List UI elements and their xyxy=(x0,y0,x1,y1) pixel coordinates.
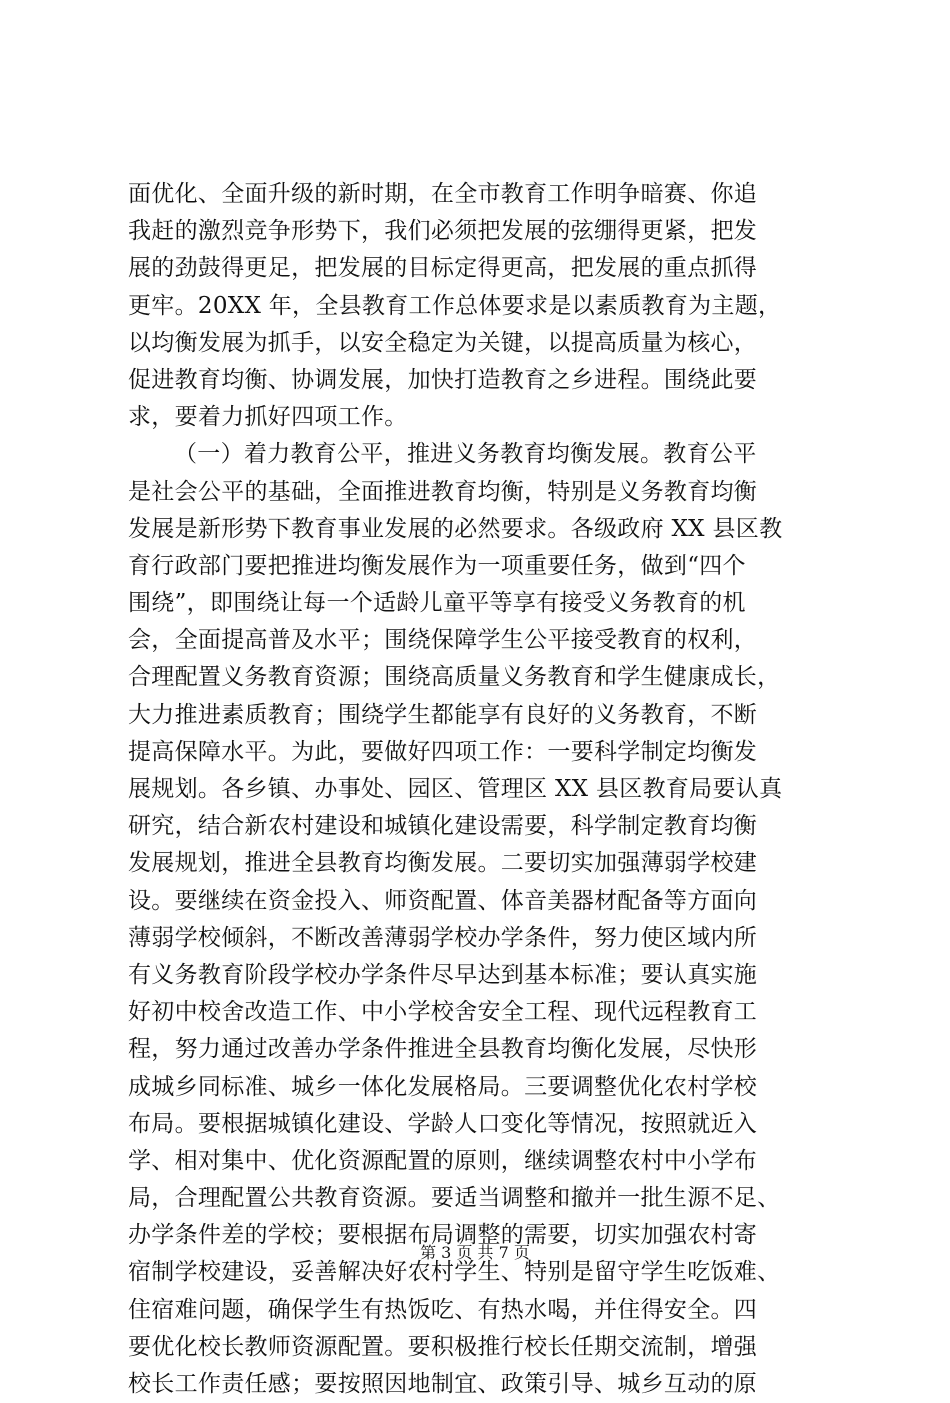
text-line: 是社会公平的基础，全面推进教育均衡，特别是义务教育均衡 xyxy=(128,478,758,505)
text-line: 研究，结合新农村建设和城镇化建设需要，科学制定教育均衡 xyxy=(128,813,758,840)
text-line: 成城乡同标准、城乡一体化发展格局。三要调整优化农村学校 xyxy=(128,1073,758,1100)
text-line: 有义务教育阶段学校办学条件尽早达到基本标准；要认真实施 xyxy=(128,961,758,988)
text-line: 展规划。各乡镇、办事处、园区、管理区 XX 县区教育局要认真 xyxy=(128,776,783,802)
text-line: 提高保障水平。为此，要做好四项工作：一要科学制定均衡发 xyxy=(128,738,758,765)
text-line: 大力推进素质教育；围绕学生都能享有良好的义务教育，不断 xyxy=(128,701,758,728)
text-line: 校长工作责任感；要按照因地制宜、政策引导、城乡互动的原 xyxy=(128,1371,758,1397)
text-line: 设。要继续在资金投入、师资配置、体音美器材配备等方面向 xyxy=(128,887,758,914)
text-line: 学、相对集中、优化资源配置的原则，继续调整农村中小学布 xyxy=(128,1147,758,1174)
text-line: 促进教育均衡、协调发展，加快打造教育之乡进程。围绕此要 xyxy=(128,366,758,393)
text-line: 好初中校舍改造工作、中小学校舍安全工程、现代远程教育工 xyxy=(128,999,758,1026)
page-footer: 第 3 页 共 7 页 xyxy=(420,1243,530,1262)
text-line: 发展规划，推进全县教育均衡发展。二要切实加强薄弱学校建 xyxy=(128,850,758,877)
text-line: 发展是新形势下教育事业发展的必然要求。各级政府 XX 县区教 xyxy=(128,515,783,542)
text-line: 围绕”，即围绕让每一个适龄儿童平等享有接受义务教育的机 xyxy=(128,590,746,617)
text-line: 会，全面提高普及水平；围绕保障学生公平接受教育的权利， xyxy=(128,627,758,654)
text-line: 局，合理配置公共教育资源。要适当调整和撤并一批生源不足、 xyxy=(128,1185,781,1212)
text-line: 以均衡发展为抓手，以安全稳定为关键，以提高质量为核心， xyxy=(128,329,758,356)
text-line: 展的劲鼓得更足，把发展的目标定得更高，把发展的重点抓得 xyxy=(128,255,758,282)
text-line: 我赶的激烈竞争形势下，我们必须把发展的弦绷得更紧，把发 xyxy=(128,218,758,245)
text-line: 薄弱学校倾斜，不断改善薄弱学校办学条件，努力使区域内所 xyxy=(128,924,758,951)
text-line: 面优化、全面升级的新时期，在全市教育工作明争暗赛、你追 xyxy=(128,181,758,207)
text-line: 住宿难问题，确保学生有热饭吃、有热水喝，并住得安全。四 xyxy=(128,1296,758,1323)
text-line: 办学条件差的学校；要根据布局调整的需要，切实加强农村寄 xyxy=(128,1222,758,1249)
text-line: 程，努力通过改善办学条件推进全县教育均衡化发展，尽快形 xyxy=(128,1036,758,1063)
text-line: 合理配置义务教育资源；围绕高质量义务教育和学生健康成长， xyxy=(128,664,781,691)
text-line: 育行政部门要把推进均衡发展作为一项重要任务，做到“四个 xyxy=(128,552,746,579)
section-heading-line: （一）着力教育公平，推进义务教育均衡发展。教育公平 xyxy=(174,441,757,468)
text-line: 布局。要根据城镇化建设、学龄人口变化等情况，按照就近入 xyxy=(128,1110,758,1137)
text-line: 要优化校长教师资源配置。要积极推行校长任期交流制，增强 xyxy=(128,1333,758,1360)
text-line: 求，要着力抓好四项工作。 xyxy=(128,404,408,431)
text-line: 宿制学校建设，妥善解决好农村学生、特别是留守学生吃饭难、 xyxy=(128,1259,781,1286)
text-line: 更牢。20XX 年，全县教育工作总体要求是以素质教育为主题， xyxy=(128,292,782,319)
body-text xyxy=(128,176,828,1403)
